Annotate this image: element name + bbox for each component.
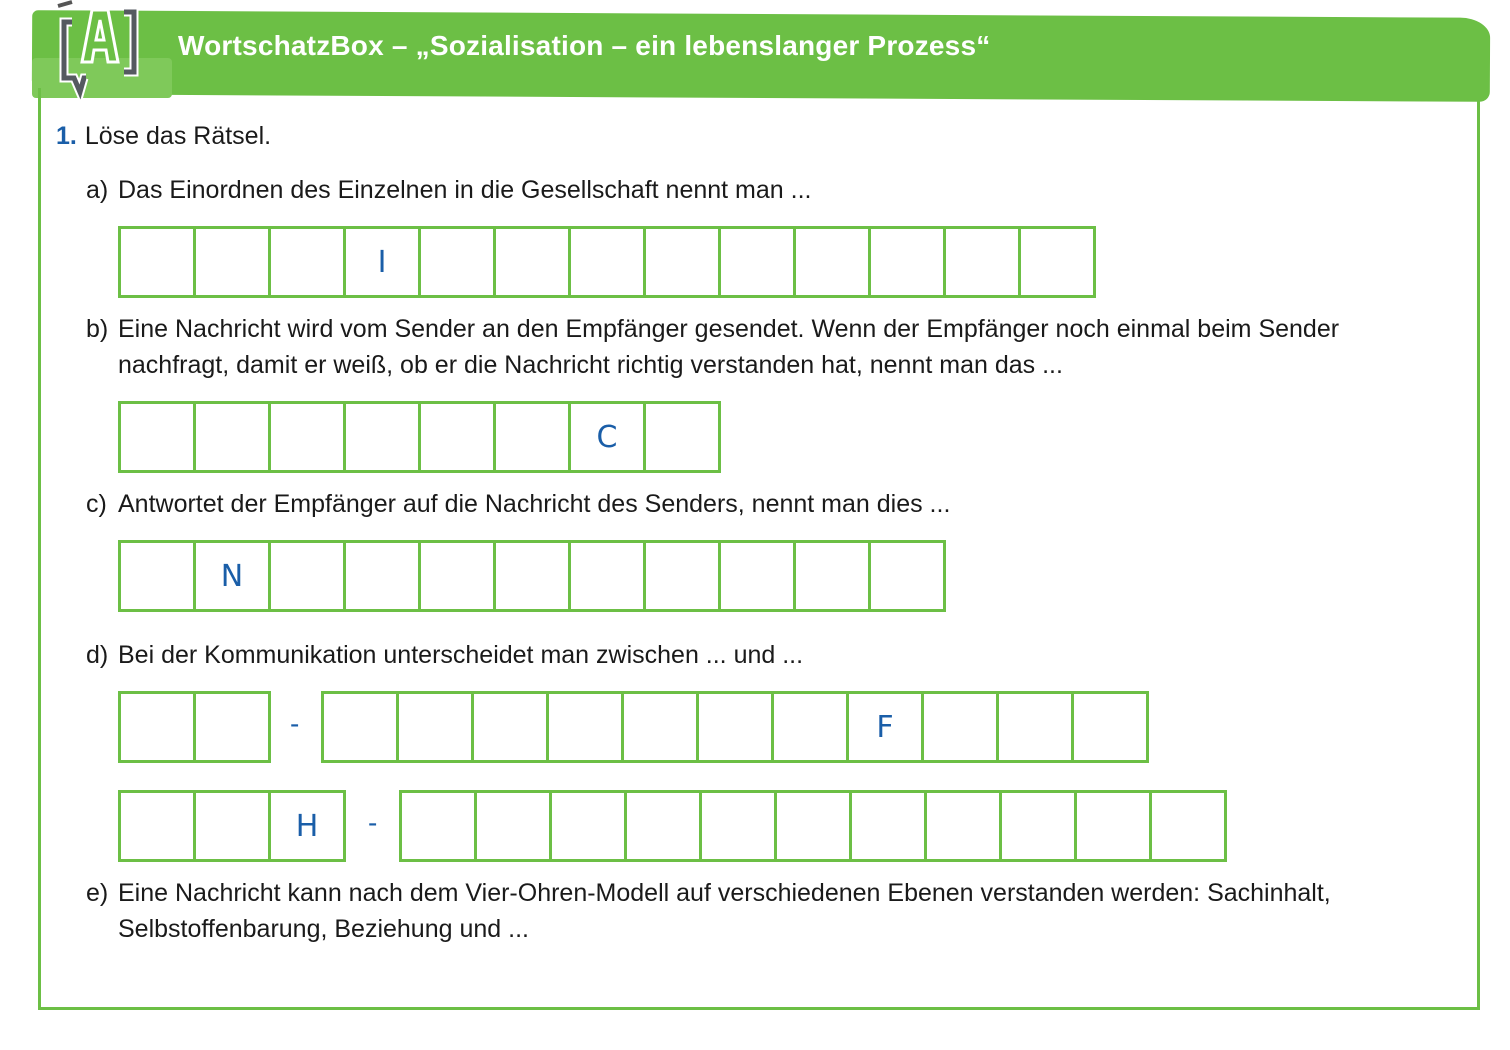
- letter-box[interactable]: [418, 401, 496, 473]
- letter-box[interactable]: [268, 401, 346, 473]
- answer-row-d1-part1: [118, 691, 271, 763]
- letter-box[interactable]: I: [343, 226, 421, 298]
- letter-box[interactable]: [718, 226, 796, 298]
- letter-box[interactable]: [549, 790, 627, 862]
- letter-box[interactable]: [118, 540, 196, 612]
- answer-row-d2-part1: [118, 790, 346, 862]
- letter-box[interactable]: C: [568, 401, 646, 473]
- letter-box[interactable]: [868, 226, 946, 298]
- letter-box[interactable]: [849, 790, 927, 862]
- letter-box[interactable]: [118, 691, 196, 763]
- question-text-block: [118, 875, 1331, 947]
- answer-row-d2-part2: [399, 790, 1227, 862]
- letter-box[interactable]: [643, 226, 721, 298]
- letter-box[interactable]: [771, 691, 849, 763]
- letter-box[interactable]: [924, 790, 1002, 862]
- question-text: Das Einordnen des Einzelnen in die Gesellschaft nennt man ...: [118, 176, 812, 204]
- letter-box[interactable]: [1071, 691, 1149, 763]
- letter-box[interactable]: [868, 540, 946, 612]
- letter-box[interactable]: [943, 226, 1021, 298]
- hyphen-separator: -: [368, 807, 378, 838]
- letter-box[interactable]: [1018, 226, 1096, 298]
- question-label: e): [86, 879, 109, 907]
- question-text-line: nachfragt, damit er weiß, ob er die Nachricht richtig verstanden hat, nennt man das ...: [118, 351, 1063, 379]
- letter-box[interactable]: [546, 691, 624, 763]
- letter-box[interactable]: [193, 790, 271, 862]
- letter-box[interactable]: [343, 540, 421, 612]
- letter-box[interactable]: [118, 401, 196, 473]
- letter-box[interactable]: [624, 790, 702, 862]
- letter-box[interactable]: [774, 790, 852, 862]
- letter-box[interactable]: [193, 691, 271, 763]
- letter-box[interactable]: [474, 790, 552, 862]
- speech-bubble-a-icon: [50, 0, 150, 100]
- question-text-line: Selbstoffenbarung, Beziehung und ...: [118, 915, 529, 943]
- question-text-block: [118, 311, 1339, 383]
- letter-box[interactable]: [493, 540, 571, 612]
- task-heading: [56, 122, 271, 151]
- letter-box[interactable]: [399, 790, 477, 862]
- question-label: c): [86, 490, 107, 518]
- question-text-line: Eine Nachricht kann nach dem Vier-Ohren-Modell auf verschiedenen Ebenen verstanden werden: Sachinhalt,: [118, 879, 1331, 907]
- letter-box[interactable]: [699, 790, 777, 862]
- letter-box[interactable]: [321, 691, 399, 763]
- letter-box[interactable]: [268, 540, 346, 612]
- question-a: [86, 172, 811, 208]
- question-label: b): [86, 315, 109, 343]
- question-b: [86, 311, 1339, 383]
- question-text: Bei der Kommunikation unterscheidet man zwischen ... und ...: [118, 641, 804, 669]
- letter-box[interactable]: [793, 226, 871, 298]
- letter-box[interactable]: [643, 401, 721, 473]
- question-c: [86, 486, 950, 522]
- hyphen-separator: -: [290, 708, 300, 739]
- answer-row-d1-part2: [321, 691, 1149, 763]
- question-text: Antwortet der Empfänger auf die Nachricht des Senders, nennt man dies ...: [118, 490, 951, 518]
- question-text-line: Eine Nachricht wird vom Sender an den Empfänger gesendet. Wenn der Empfänger noch einmal beim Sender: [118, 315, 1340, 343]
- letter-box[interactable]: [343, 401, 421, 473]
- answer-row-c: [118, 540, 946, 612]
- letter-box[interactable]: [493, 226, 571, 298]
- letter-box[interactable]: [621, 691, 699, 763]
- letter-box[interactable]: [718, 540, 796, 612]
- letter-box[interactable]: N: [193, 540, 271, 612]
- letter-box[interactable]: [418, 540, 496, 612]
- letter-box[interactable]: [643, 540, 721, 612]
- letter-box[interactable]: [696, 691, 774, 763]
- letter-box[interactable]: [418, 226, 496, 298]
- letter-box[interactable]: [268, 226, 346, 298]
- letter-box[interactable]: [1074, 790, 1152, 862]
- page-title: WortschatzBox – „Sozialisation – ein lebenslanger Prozess“: [178, 30, 991, 61]
- task-number: 1.: [56, 122, 77, 150]
- letter-box[interactable]: [568, 226, 646, 298]
- letter-box[interactable]: [118, 226, 196, 298]
- letter-box[interactable]: [793, 540, 871, 612]
- letter-box[interactable]: [921, 691, 999, 763]
- question-e: [86, 875, 1331, 947]
- letter-box[interactable]: [568, 540, 646, 612]
- question-label: a): [86, 176, 109, 204]
- letter-box[interactable]: F: [846, 691, 924, 763]
- letter-box[interactable]: [996, 691, 1074, 763]
- letter-box[interactable]: [1149, 790, 1227, 862]
- letter-box[interactable]: [493, 401, 571, 473]
- letter-box[interactable]: [193, 401, 271, 473]
- letter-box[interactable]: H: [268, 790, 346, 862]
- letter-box[interactable]: [999, 790, 1077, 862]
- answer-row-a: [118, 226, 1096, 298]
- answer-row-b: [118, 401, 721, 473]
- letter-box[interactable]: [193, 226, 271, 298]
- letter-box[interactable]: [396, 691, 474, 763]
- task-instruction: Löse das Rätsel.: [84, 122, 272, 150]
- letter-box[interactable]: [118, 790, 196, 862]
- letter-box[interactable]: [471, 691, 549, 763]
- question-label: d): [86, 641, 109, 669]
- question-d: [86, 637, 803, 673]
